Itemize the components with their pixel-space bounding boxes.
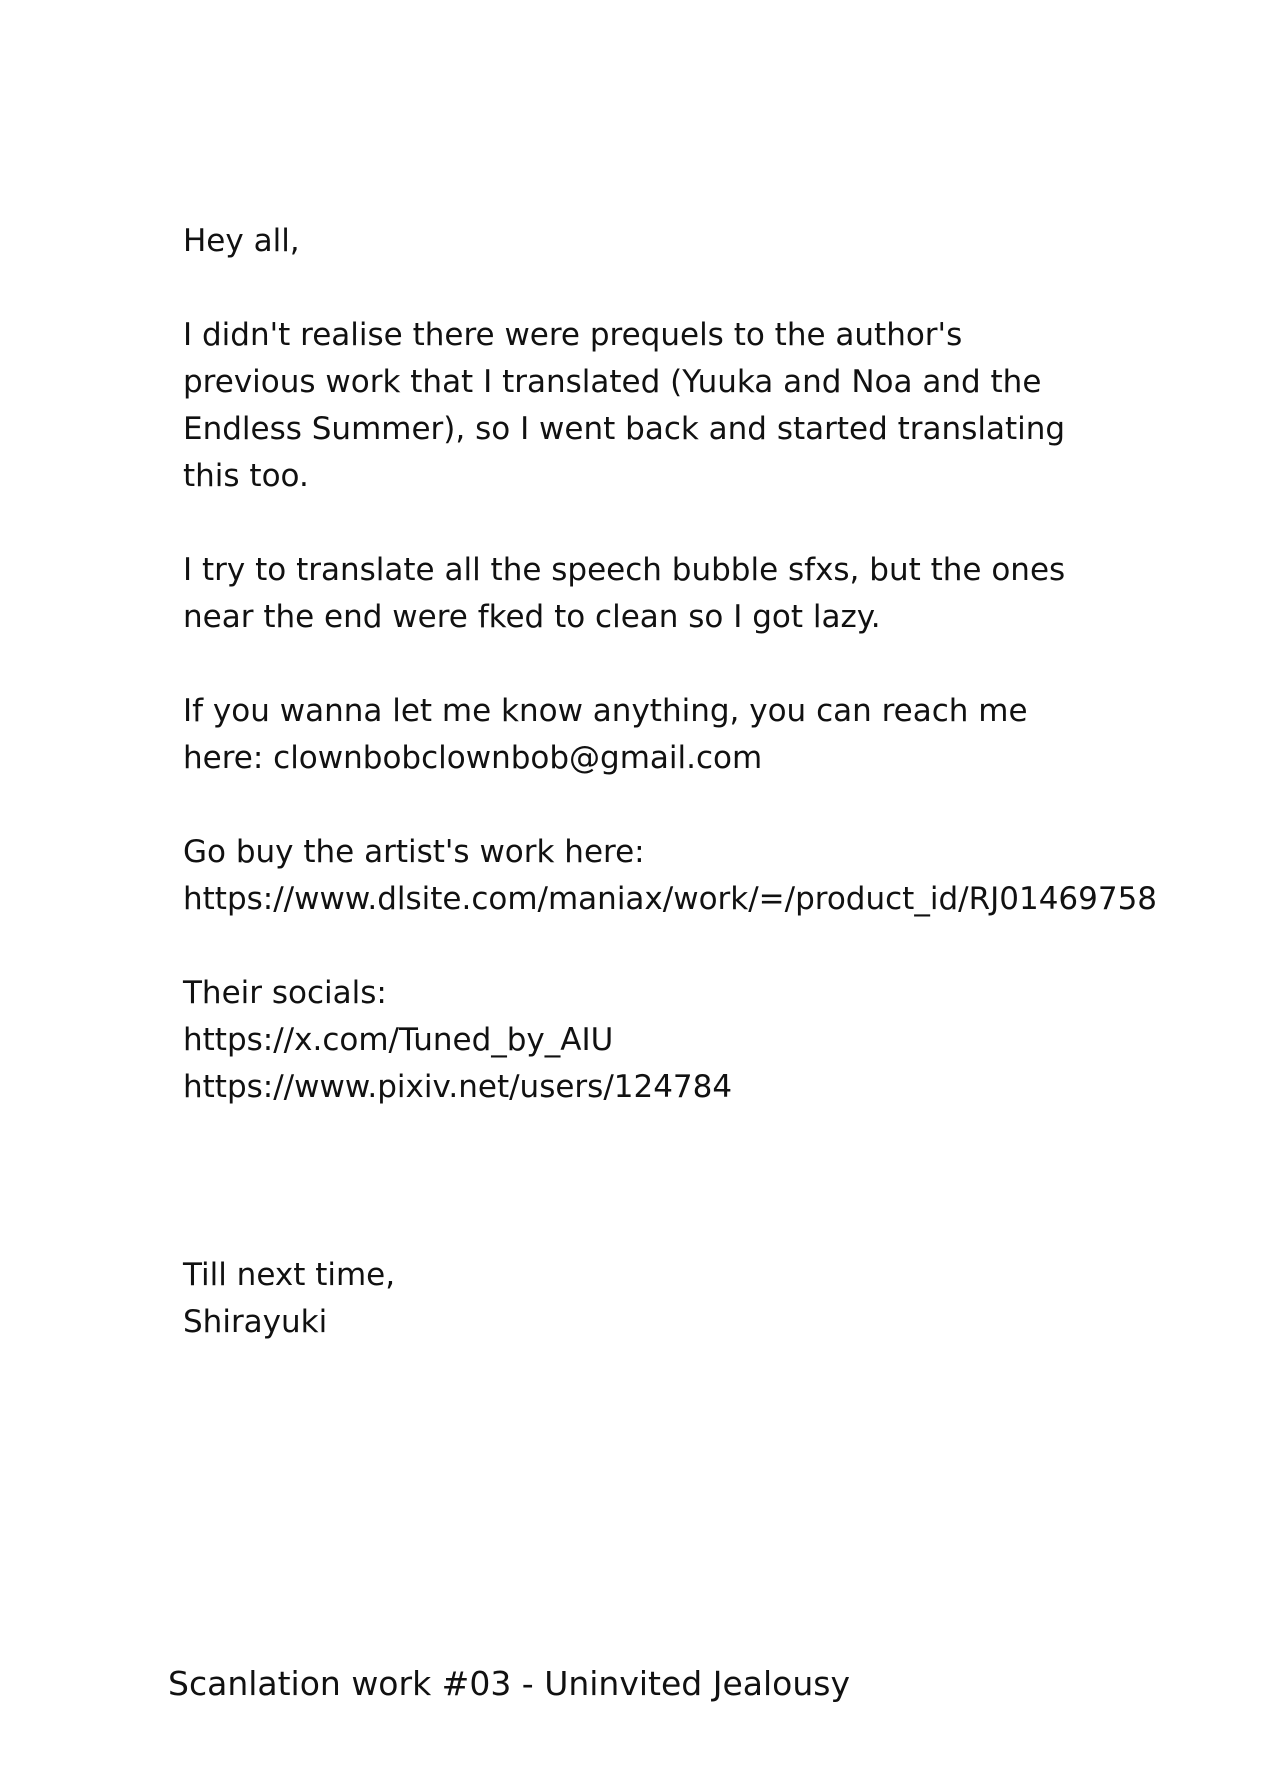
footer-title: Scanlation work #03 - Uninvited Jealousy [168,1664,850,1703]
signature-name: Shirayuki [183,1304,328,1340]
buy-paragraph [183,829,1243,923]
greeting-text: Hey all, [183,223,300,259]
buy-line: Go buy the artist's work here: [183,834,645,870]
intro-paragraph [183,312,1243,500]
contact-email-line: here: clownbobclownbob@gmail.com [183,740,763,776]
signoff [183,1252,1243,1346]
socials-heading: Their socials: [183,975,387,1011]
sfx-paragraph [183,547,1243,641]
sfx-line: near the end were fked to clean so I got lazy. [183,599,881,635]
contact-line: If you wanna let me know anything, you can reach me [183,693,1028,729]
pixiv-url: https://www.pixiv.net/users/124784 [183,1069,733,1105]
intro-line: Endless Summer), so I went back and started translating [183,411,1066,447]
x-url: https://x.com/Tuned_by_AIU [183,1022,614,1058]
intro-line: I didn't realise there were prequels to the author's [183,317,963,353]
socials-paragraph [183,970,1243,1111]
intro-line: this too. [183,458,309,494]
intro-line: previous work that I translated (Yuuka and Noa and the [183,364,1042,400]
signoff-line: Till next time, [183,1257,396,1293]
greeting [183,218,1243,265]
sfx-line: I try to translate all the speech bubble sfxs, but the ones [183,552,1066,588]
dlsite-url: https://www.dlsite.com/maniax/work/=/product_id/RJ01469758 [183,881,1158,917]
translator-note [183,218,1243,1393]
contact-paragraph [183,688,1243,782]
